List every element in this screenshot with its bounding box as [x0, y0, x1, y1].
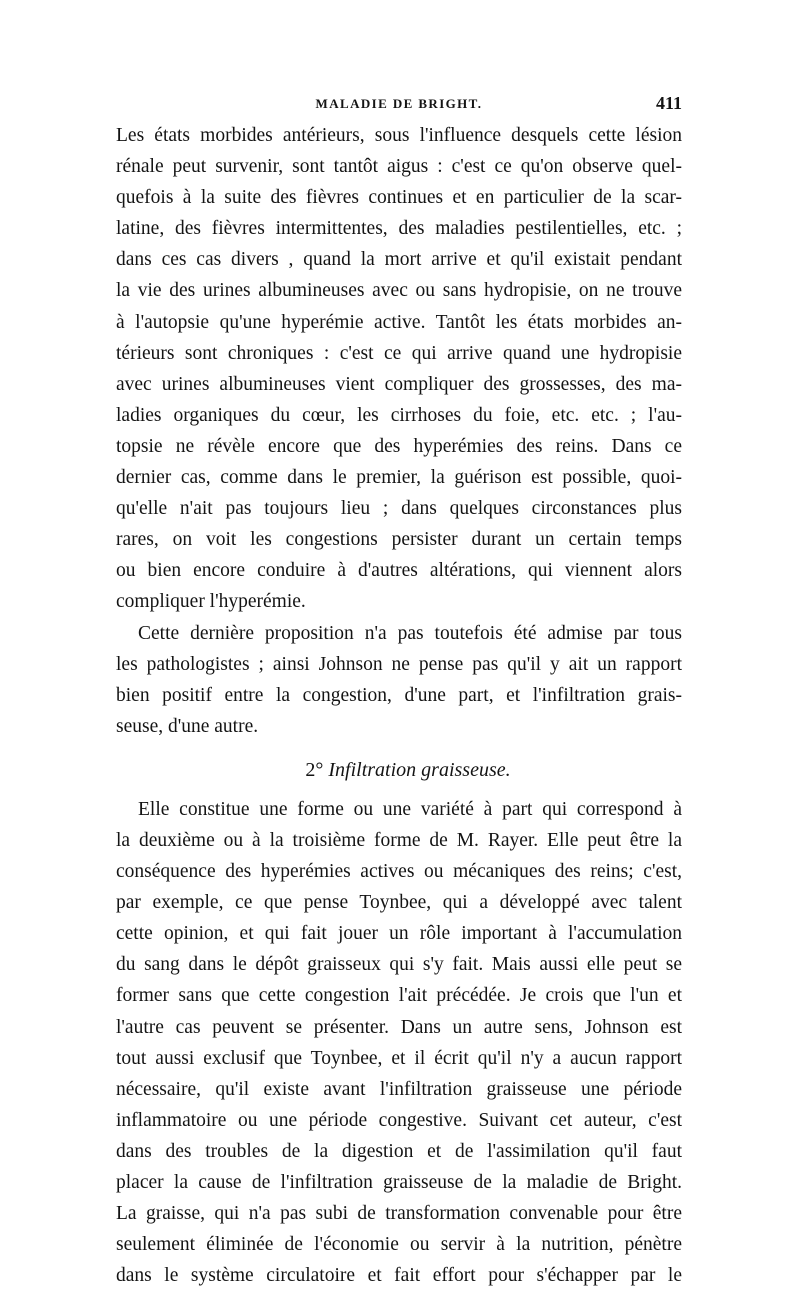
running-head: [116, 93, 682, 116]
section-title: Infiltration graisseuse.: [328, 758, 511, 781]
text-line: La graisse, qui n'a pas subi de transformation convenable pour être: [116, 1203, 682, 1225]
section-heading: [116, 748, 682, 792]
section-number: 2°: [305, 758, 324, 781]
text-line: latine, des fièvres intermittentes, des maladies pestilentielles, etc. ;: [116, 218, 682, 240]
text-line: quefois à la suite des fièvres continues et en particulier de la scar-: [116, 187, 682, 209]
text-line: seuse, d'une autre.: [116, 715, 259, 737]
text-line: compliquer l'hyperémie.: [116, 591, 306, 613]
text-line: rares, on voit les congestions persister durant un certain temps: [116, 529, 682, 551]
text-line: par exemple, ce que pense Toynbee, qui a développé avec talent: [116, 892, 682, 914]
text-line: cette opinion, et qui fait jouer un rôle important à l'accumulation: [116, 923, 682, 945]
text-line: Elle constitue une forme ou une variété à part qui correspond à: [138, 798, 682, 820]
text-line: dernier cas, comme dans le premier, la guérison est possible, quoi-: [116, 467, 682, 489]
paragraph-morbid-states: [116, 120, 682, 618]
text-line: rénale peut survenir, sont tantôt aigus : c'est ce qu'on observe quel-: [116, 156, 682, 178]
text-line: la vie des urines albumineuses avec ou sans hydropisie, on ne trouve: [116, 280, 682, 302]
text-line: inflammatoire ou une période congestive. Suivant cet auteur, c'est: [116, 1109, 682, 1131]
text-line: qu'elle n'ait pas toujours lieu ; dans quelques circonstances plus: [116, 498, 682, 520]
text-line: dans des troubles de la digestion et de l'assimilation qu'il faut: [116, 1140, 682, 1162]
text-line: térieurs sont chroniques : c'est ce qui arrive quand une hydropisie: [116, 342, 682, 364]
body-text: [116, 120, 682, 1291]
text-line: dans ces cas divers , quand la mort arrive et qu'il existait pendant: [116, 249, 682, 271]
text-line: ou bien encore conduire à d'autres altérations, qui viennent alors: [116, 560, 682, 582]
paragraph-fatty-infiltration: [116, 794, 682, 1291]
text-line: tout aussi exclusif que Toynbee, et il écrit qu'il n'y a aucun rapport: [116, 1047, 682, 1069]
text-line: topsie ne révèle encore que des hyperémies des reins. Dans ce: [116, 435, 682, 457]
text-line: Cette dernière proposition n'a pas toutefois été admise par tous: [138, 622, 682, 644]
text-line: seulement éliminée de l'économie ou servir à la nutrition, pénètre: [116, 1234, 682, 1256]
paragraph-johnson-opinion: [116, 618, 682, 742]
text-line: dans le système circulatoire et fait effort pour s'échapper par le: [116, 1265, 682, 1287]
text-line: Les états morbides antérieurs, sous l'influence desquels cette lésion: [116, 125, 682, 146]
text-line: avec urines albumineuses vient compliquer des grossesses, des ma-: [116, 373, 682, 395]
text-line: les pathologistes ; ainsi Johnson ne pense pas qu'il y ait un rapport: [116, 653, 682, 675]
text-line: bien positif entre la congestion, d'une part, et l'infiltration grais-: [116, 684, 682, 706]
text-line: à l'autopsie qu'une hyperémie active. Tantôt les états morbides an-: [116, 311, 682, 333]
text-line: l'autre cas peuvent se présenter. Dans un autre sens, Johnson est: [116, 1016, 682, 1038]
text-line: conséquence des hyperémies actives ou mécaniques des reins; c'est,: [116, 861, 682, 883]
text-line: du sang dans le dépôt graisseux qui s'y fait. Mais aussi elle peut se: [116, 954, 682, 976]
text-line: la deuxième ou à la troisième forme de M. Rayer. Elle peut être la: [116, 829, 682, 851]
text-line: former sans que cette congestion l'ait précédée. Je crois que l'un et: [116, 985, 682, 1007]
text-line: ladies organiques du cœur, les cirrhoses du foie, etc. etc. ; l'au-: [116, 404, 682, 426]
text-line: placer la cause de l'infiltration graisseuse de la maladie de Bright.: [116, 1172, 682, 1193]
page-number: 411: [655, 93, 682, 113]
running-title: MALADIE DE BRIGHT.: [315, 96, 483, 111]
text-line: nécessaire, qu'il existe avant l'infiltration graisseuse une période: [116, 1078, 682, 1100]
